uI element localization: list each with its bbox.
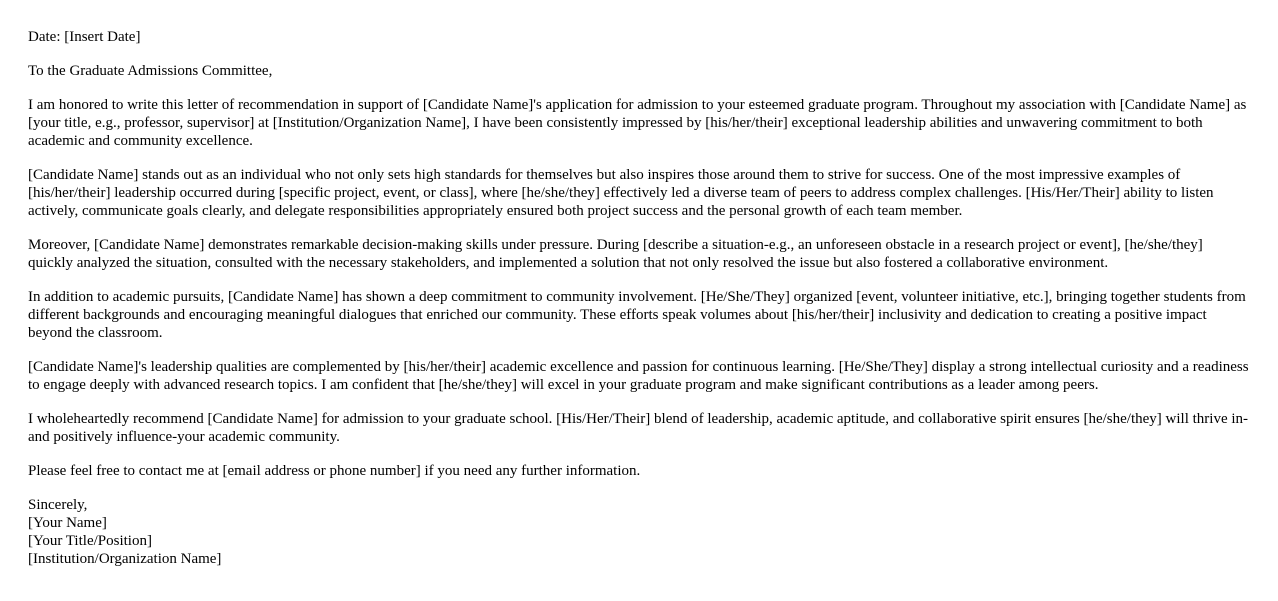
paragraph-recommendation: I wholeheartedly recommend [Candidate Name] for admission to your graduate school. [His/Her/Their] blend of leadership, academic aptitude, and collaborative spirit ensures [he/she/they] will thrive in-and positively influence-your academic community. (28, 411, 1249, 445)
paragraph-contact: Please feel free to contact me at [email address or phone number] if you need any further information. (28, 463, 641, 479)
salutation: To the Graduate Admissions Committee, (28, 63, 273, 79)
recommendation-letter (28, 28, 1250, 568)
paragraph-intro: I am honored to write this letter of recommendation in support of [Candidate Name]'s application for admission to your esteemed graduate program. Throughout my association with [Candidate Name] as [your title, e.g., professor, supervisor] at [Institution/Organization Name], I have been consistently impressed by [his/her/their] exceptional leadership abilities and unwavering commitment to both academic and community excellence. (28, 97, 1247, 149)
paragraph-academic: [Candidate Name]'s leadership qualities are complemented by [his/her/their] academic excellence and passion for continuous learning. [He/She/They] display a strong intellectual curiosity and a readiness to engage deeply with advanced research topics. I am confident that [he/she/they] will excel in your graduate program and make significant contributions as a leader among peers. (28, 359, 1249, 393)
signer-institution: [Institution/Organization Name] (28, 551, 222, 567)
paragraph-leadership: [Candidate Name] stands out as an individual who not only sets high standards for themselves but also inspires those around them to strive for success. One of the most impressive examples of [his/her/their] leadership occurred during [specific project, event, or class], where [he/she/they] effectively led a diverse team of peers to address complex challenges. [His/Her/Their] ability to listen actively, communicate goals clearly, and delegate responsibilities appropriately ensured both project success and the personal growth of each team member. (28, 167, 1214, 219)
signature-block (28, 496, 1250, 568)
date-line: Date: [Insert Date] (28, 29, 141, 45)
signer-name: [Your Name] (28, 515, 107, 531)
closing: Sincerely, (28, 497, 88, 513)
signer-title: [Your Title/Position] (28, 533, 152, 549)
paragraph-decision-making: Moreover, [Candidate Name] demonstrates remarkable decision-making skills under pressure. During [describe a situation-e.g., an unforeseen obstacle in a research project or event], [he/she/they] quickly analyzed the situation, consulted with the necessary stakeholders, and implemented a solution that not only resolved the issue but also fostered a collaborative environment. (28, 237, 1203, 271)
paragraph-community: In addition to academic pursuits, [Candidate Name] has shown a deep commitment to community involvement. [He/She/They] organized [event, volunteer initiative, etc.], bringing together students from different backgrounds and encouraging meaningful dialogues that enriched our community. These efforts speak volumes about [his/her/their] inclusivity and dedication to creating a positive impact beyond the classroom. (28, 289, 1246, 341)
